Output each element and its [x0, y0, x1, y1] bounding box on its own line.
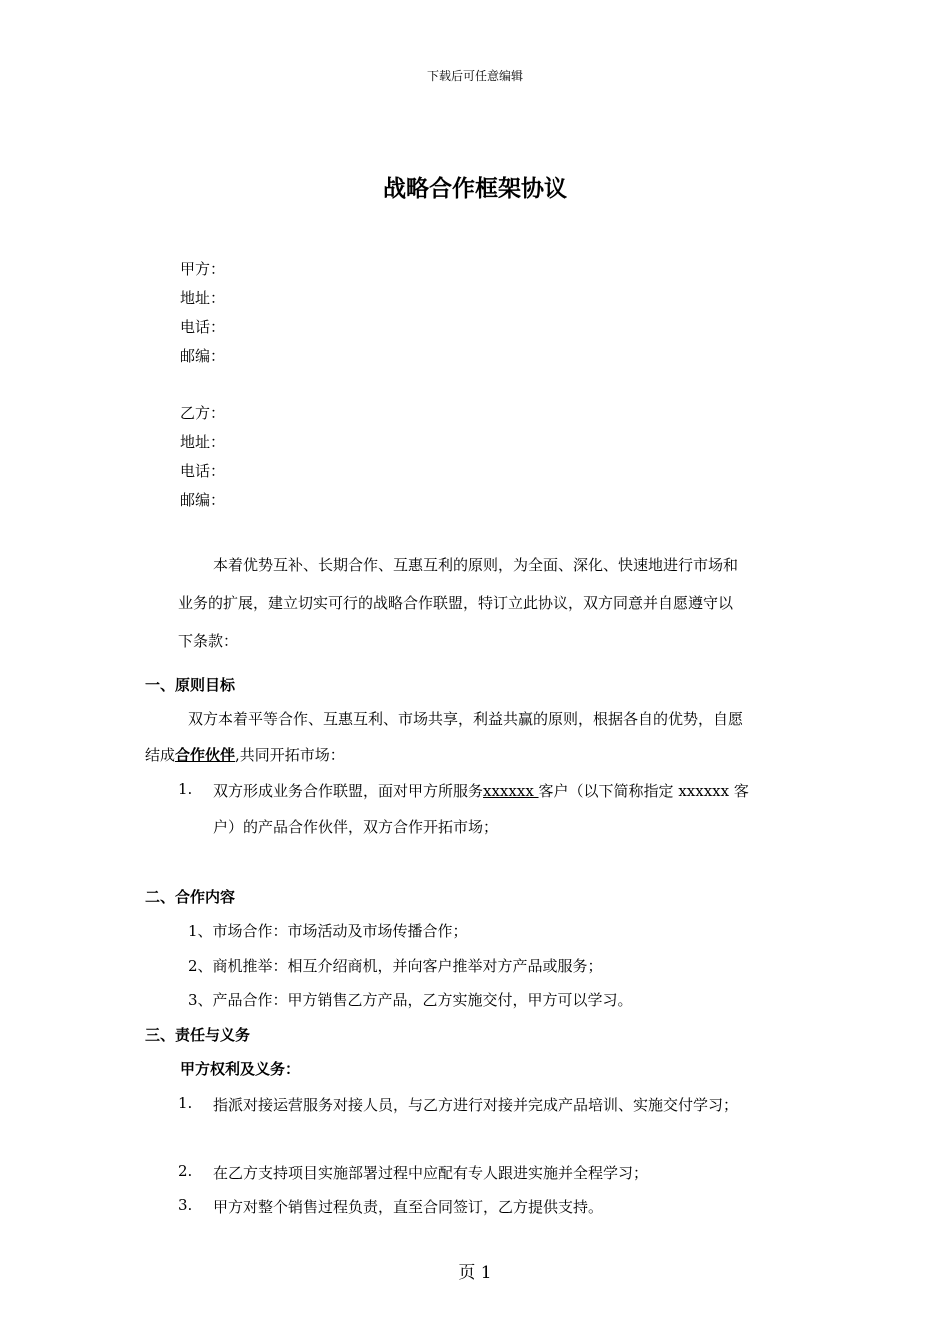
para-text-prefix: 结成 [145, 746, 176, 764]
intro-line-1: 本着优势互补、长期合作、互惠互利的原则，为全面、深化、快速地进行市场和 [213, 556, 739, 574]
section-1-item-1-number: 1. [178, 780, 193, 798]
party-a-address-label: 地址： [180, 289, 226, 307]
intro-line-2: 业务的扩展，建立切实可行的战略合作联盟，特订立此协议，双方同意并自愿遵守以 [178, 594, 734, 612]
partner-term: 合作伙伴 [175, 746, 236, 764]
section-1-para-line-1: 双方本着平等合作、互惠互利、市场共享，利益共赢的原则，根据各自的优势，自愿 [188, 710, 744, 728]
intro-line-3: 下条款： [178, 632, 239, 650]
section-1-item-1-line-1 [213, 780, 749, 801]
party-a-phone-label: 电话： [180, 318, 226, 336]
party-a-postcode-label: 邮编： [180, 347, 226, 365]
client-placeholder: xxxxxx [483, 782, 539, 800]
section-2-item-3: 3、产品合作：甲方销售乙方产品，乙方实施交付，甲方可以学习。 [188, 991, 633, 1009]
para-text-suffix: ,共同开拓市场： [235, 746, 345, 764]
party-a-rights-heading: 甲方权利及义务： [180, 1060, 301, 1078]
item-text-b: 客户（以下简称指定 xxxxxx 客 [538, 782, 749, 800]
section-2-item-2: 2、商机推举：相互介绍商机，并向客户推举对方产品或服务； [188, 957, 603, 975]
section-1-para-line-2 [145, 744, 345, 765]
section-3-item-1-number: 1. [178, 1094, 193, 1112]
party-b-address-label: 地址： [180, 433, 226, 451]
section-3-item-1-text: 指派对接运营服务对接人员，与乙方进行对接并完成产品培训、实施交付学习； [213, 1096, 739, 1114]
section-3-heading: 三、责任与义务 [145, 1026, 251, 1044]
section-2-item-1: 1、市场合作：市场活动及市场传播合作； [188, 922, 468, 940]
section-3-item-3-number: 3. [178, 1196, 193, 1214]
section-1-item-1-line-2: 户）的产品合作伙伴，双方合作开拓市场； [213, 818, 499, 836]
party-b-postcode-label: 邮编： [180, 491, 226, 509]
section-1-heading: 一、原则目标 [145, 676, 236, 694]
section-3-item-2-number: 2. [178, 1162, 193, 1180]
party-b-phone-label: 电话： [180, 462, 226, 480]
section-3-item-3-text: 甲方对整个销售过程负责，直至合同签订，乙方提供支持。 [213, 1198, 604, 1216]
page-header: 下载后可任意编辑 [426, 69, 523, 83]
party-a-name-label: 甲方： [180, 260, 226, 278]
item-text-a: 双方形成业务合作联盟，面对甲方所服务 [213, 782, 484, 800]
section-3-item-2-text: 在乙方支持项目实施部署过程中应配有专人跟进实施并全程学习； [213, 1164, 649, 1182]
section-2-heading: 二、合作内容 [145, 888, 236, 906]
party-b-name-label: 乙方： [180, 404, 226, 422]
document-title: 战略合作框架协议 [383, 176, 567, 202]
page-number: 页 1 [458, 1263, 492, 1283]
